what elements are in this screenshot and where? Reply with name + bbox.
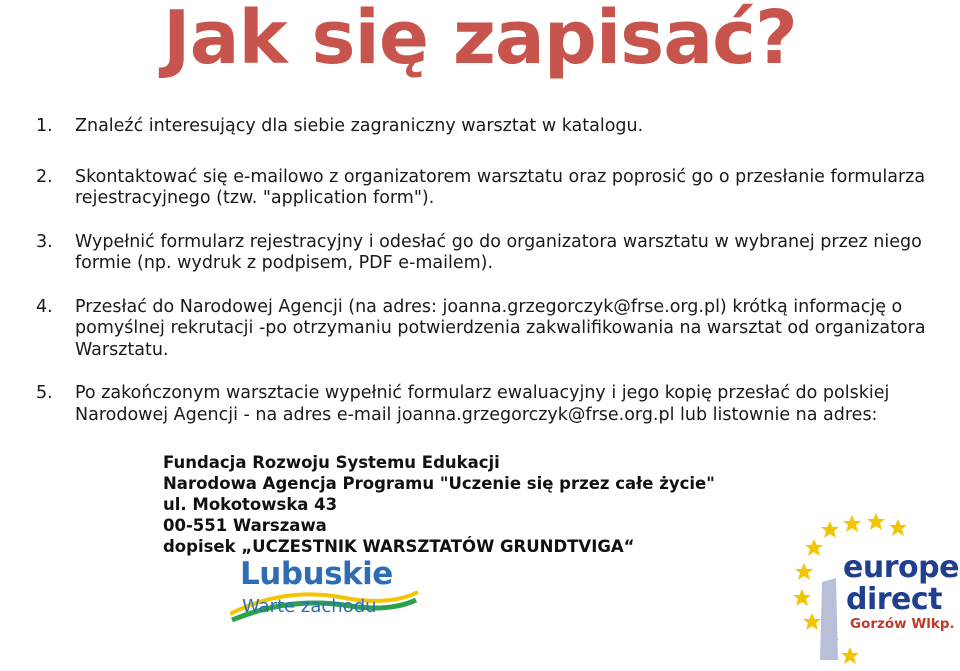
step-text: Znaleźć interesujący dla siebie zagraniczny warsztat w katalogu. (75, 116, 644, 136)
page-title: Jak się zapisać? (163, 0, 797, 81)
address-line-3: ul. Mokotowska 43 (163, 495, 338, 514)
step-number: 2. (36, 166, 53, 187)
step-number: 3. (36, 231, 53, 252)
step-5 (36, 383, 936, 426)
step-2 (36, 167, 936, 210)
step-text: Po zakończonym warsztacie wypełnić formularz ewaluacyjny i jego kopię przesłać do polskiej Narodowej Agencji - na adres e-mail joanna.grzegorczyk@frse.org.pl lub listownie na adres: (75, 383, 890, 425)
step-text: Wypełnić formularz rejestracyjny i odesłać go do organizatora warsztatu w wybranej przez niego formie (np. wydruk z podpisem, PDF e-mailem). (75, 231, 922, 273)
step-3 (36, 232, 936, 275)
address-line-1: Fundacja Rozwoju Systemu Edukacji (163, 453, 500, 472)
step-number: 4. (36, 296, 53, 317)
step-4 (36, 297, 936, 362)
address-line-4: 00-551 Warszawa (163, 516, 327, 535)
step-1 (36, 116, 936, 138)
europe-direct-line-2: direct (846, 582, 943, 617)
step-text: Skontaktować się e-mailowo z organizatorem warsztatu oraz poprosić go o przesłanie formularza rejestracyjnego (tzw. "application form"). (75, 166, 926, 208)
address-line-5: dopisek „UCZESTNIK WARSZTATÓW GRUNDTVIGA“ (163, 537, 635, 556)
address-line-2: Narodowa Agencja Programu "Uczenie się przez całe życie" (163, 474, 715, 493)
postal-address (163, 452, 715, 557)
lubuskie-logo (230, 556, 420, 624)
step-number: 5. (36, 383, 53, 403)
europe-direct-city: Gorzów Wlkp. (850, 616, 955, 632)
lubuskie-name: Lubuskie (240, 556, 393, 592)
europe-direct-logo (790, 510, 960, 671)
step-text: Przesłać do Narodowej Agencji (na adres: joanna.grzegorczyk@frse.org.pl) krótką informację o pomyślnej rekrutacji -po otrzymaniu potwierdzenia zakwalifikowania na warsztat od organizatora Warsztatu. (75, 296, 926, 360)
steps-list (36, 116, 936, 426)
lubuskie-slogan: Warte zachodu (242, 596, 377, 617)
europe-direct-line-1: europe (843, 550, 959, 585)
step-number: 1. (36, 116, 53, 136)
